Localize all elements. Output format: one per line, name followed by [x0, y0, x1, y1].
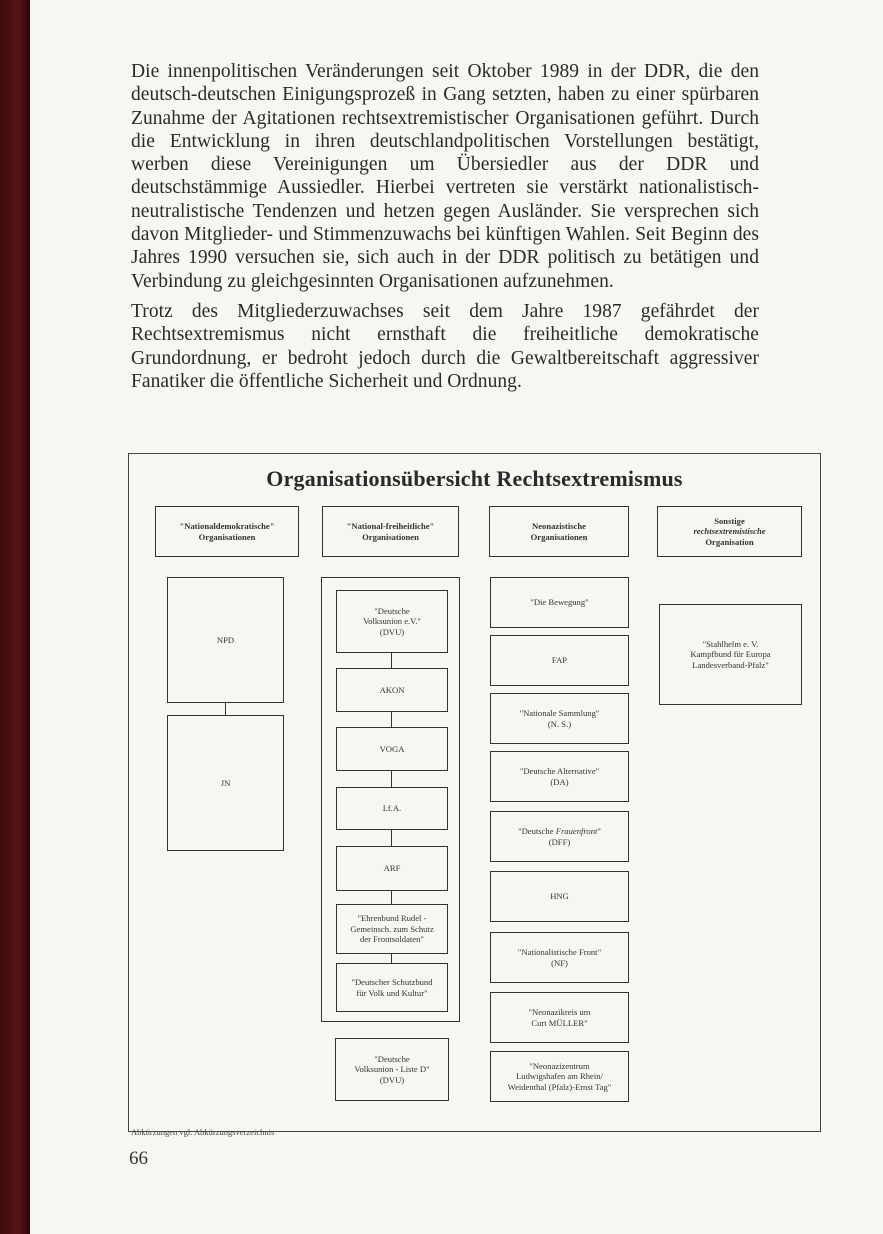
connector-arf-ehrenbund [391, 891, 392, 904]
org-nationale-sammlung: "Nationale Sammlung" (N. S.) [490, 693, 629, 744]
header-national-freiheitliche: "National-freiheitliche" Organisationen [322, 506, 459, 557]
org-deutsche-alternative: "Deutsche Alternative" (DA) [490, 751, 629, 802]
connector-ehrenbund-schutzbund [391, 954, 392, 963]
header-neonazistische: Neonazistische Organisationen [489, 506, 629, 557]
org-neonazikreis-mueller: "Neonazikreis um Curt MÜLLER" [490, 992, 629, 1043]
org-jn: JN [167, 715, 284, 851]
org-akon: AKON [336, 668, 448, 712]
org-nationalistische-front: "Nationalistische Front" (NF) [490, 932, 629, 983]
org-chart-title: Organisationsübersicht Rechtsextremismus [266, 466, 683, 491]
org-die-bewegung: "Die Bewegung" [490, 577, 629, 628]
page-number: 66 [129, 1148, 148, 1169]
org-npd: NPD [167, 577, 284, 703]
org-deutscher-schutzbund: "Deutscher Schutzbund für Volk und Kultur" [336, 963, 448, 1012]
org-stahlhelm: "Stahlhelm e. V. Kampfbund für Europa Landesverband-Pfalz" [659, 604, 802, 705]
org-deutsche-frauenfront: "Deutsche Frauenfront" (DFF) [490, 811, 629, 862]
org-neonazizentrum-ludwigshafen: "Neonazizentrum Ludwigshafen am Rhein/ Weidenthal (Pfalz)-Ernst Tag" [490, 1051, 629, 1102]
connector-ifa-arf [391, 830, 392, 846]
org-hng: HNG [490, 871, 629, 922]
connector-dvu-akon [391, 653, 392, 668]
body-paragraph-1: Die innenpolitischen Veränderungen seit Oktober 1989 in der DDR, die den deutsch-deutschen Einigungsprozeß in Gang setzten, haben zu einer spürbaren Zunahme der Agitationen rechtsextremistischer Organisationen geführt. Durch die Entwicklung in ihren deutschlandpolitischen Vorstellungen bestätigt, werben diese Vereinigungen um Übersiedler aus der DDR und deutschstämmige Aussiedler. Hierbei vertreten sie verstärkt nationalistisch-neutralistische Tendenzen und hetzen gegen Ausländer. Sie versprechen sich davon Mitglieder- und Stimmenzuwachs bei künftigen Wahlen. Seit Beginn des Jahres 1990 versuchen sie, sich auch in der DDR politisch zu betätigen und Verbindung zu gleichgesinnten Organisationen aufzunehmen. [131, 61, 759, 292]
header-sonstige: Sonstige rechtsextremistische Organisation [657, 506, 802, 557]
org-arf: ARF [336, 846, 448, 891]
connector-npd-jn [225, 703, 226, 715]
connector-voga-ifa [391, 771, 392, 787]
body-paragraph-2: Trotz des Mitgliederzuwachses seit dem Jahre 1987 gefährdet der Rechtsextremismus nicht ernsthaft die freiheitliche demokratische Grundordnung, er bedroht jedoch durch die Gewaltbereitschaft aggressiver Fanatiker die öffentliche Sicherheit und Ordnung. [131, 301, 759, 392]
org-ehrenbund-rudel: "Ehrenbund Rudel - Gemeinsch. zum Schutz der Frontsoldaten" [336, 904, 448, 954]
connector-akon-voga [391, 712, 392, 727]
footnote-abbreviations: Abkürzungen vgl. Abkürzungsverzeichnis [131, 1127, 275, 1137]
header-nationaldemokratische: "Nationaldemokratische" Organisationen [155, 506, 299, 557]
org-ifa: I.f.A. [336, 787, 448, 830]
org-dvu-liste-d: "Deutsche Volksunion - Liste D" (DVU) [335, 1038, 449, 1101]
org-voga: VOGA [336, 727, 448, 771]
book-binding-edge [0, 0, 30, 1234]
org-dvu: "Deutsche Volksunion e.V." (DVU) [336, 590, 448, 653]
org-fap: FAP [490, 635, 629, 686]
